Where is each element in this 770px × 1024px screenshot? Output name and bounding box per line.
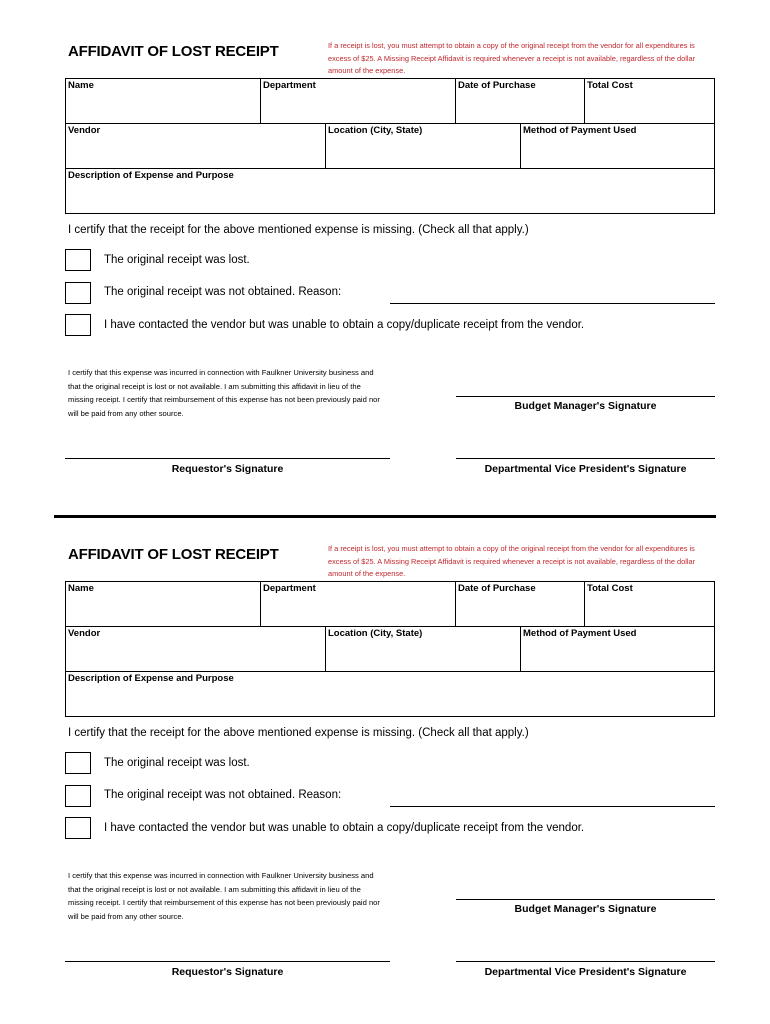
vendor-field[interactable]	[65, 123, 326, 169]
department-field[interactable]	[260, 78, 456, 124]
requestor-signature-line[interactable]	[65, 458, 390, 459]
name-label: Name	[68, 583, 94, 594]
certification-statement: I certify that this expense was incurred in connection with Faulkner University business and that the original receipt is lost or not available. I am submitting this affidavit in lieu of the missing receipt. I certify that reimbursement of this expense has not been previously paid nor will be paid from any other source.	[68, 871, 380, 921]
method-of-payment-field[interactable]	[520, 626, 715, 672]
receipt-lost-label: The original receipt was lost.	[104, 254, 250, 266]
department-label: Department	[263, 583, 316, 594]
requestor-signature-line[interactable]	[65, 961, 390, 962]
vendor-contacted-label: I have contacted the vendor but was unable to obtain a copy/duplicate receipt from the vendor.	[104, 319, 585, 331]
vice-president-signature-line[interactable]	[456, 961, 715, 962]
form-title: AFFIDAVIT OF LOST RECEIPT	[68, 43, 279, 60]
receipt-lost-checkbox[interactable]	[65, 752, 91, 774]
method-of-payment-field[interactable]	[520, 123, 715, 169]
total-cost-label: Total Cost	[587, 583, 633, 594]
date-of-purchase-label: Date of Purchase	[458, 80, 536, 91]
vendor-contacted-label: I have contacted the vendor but was unable to obtain a copy/duplicate receipt from the vendor.	[104, 822, 585, 834]
location-label: Location (City, State)	[328, 628, 423, 639]
description-label: Description of Expense and Purpose	[68, 170, 234, 181]
certification-statement: I certify that this expense was incurred in connection with Faulkner University business and that the original receipt is lost or not available. I am submitting this affidavit in lieu of the missing receipt. I certify that reimbursement of this expense has not been previously paid nor will be paid from any other source.	[68, 368, 380, 418]
total-cost-label: Total Cost	[587, 80, 633, 91]
receipt-not-obtained-checkbox[interactable]	[65, 785, 91, 807]
description-label: Description of Expense and Purpose	[68, 673, 234, 684]
date-of-purchase-field[interactable]	[455, 581, 585, 627]
vendor-label: Vendor	[68, 628, 101, 639]
affidavit-form-1	[0, 0, 770, 480]
description-field[interactable]	[65, 168, 715, 214]
lost-receipt-notice: If a receipt is lost, you must attempt to obtain a copy of the original receipt from the vendor for all expenditures is excess of $25. A Missing Receipt Affidavit is required whenever a receipt is not available, regardless of the dollar amount of the expense.	[328, 41, 696, 75]
receipt-not-obtained-checkbox[interactable]	[65, 282, 91, 304]
method-of-payment-label: Method of Payment Used	[523, 125, 637, 136]
total-cost-field[interactable]	[584, 78, 715, 124]
budget-manager-signature-label: Budget Manager's Signature	[514, 400, 657, 412]
vendor-field[interactable]	[65, 626, 326, 672]
vice-president-signature-label: Departmental Vice President's Signature	[484, 966, 687, 978]
vendor-contacted-checkbox[interactable]	[65, 314, 91, 336]
lost-receipt-notice: If a receipt is lost, you must attempt to obtain a copy of the original receipt from the vendor for all expenditures is excess of $25. A Missing Receipt Affidavit is required whenever a receipt is not available, regardless of the dollar amount of the expense.	[328, 544, 696, 578]
description-field[interactable]	[65, 671, 715, 717]
certify-heading: I certify that the receipt for the above mentioned expense is missing. (Check all that apply.)	[68, 224, 529, 236]
receipt-not-obtained-label: The original receipt was not obtained. Reason:	[104, 286, 342, 298]
department-label: Department	[263, 80, 316, 91]
requestor-signature-label: Requestor's Signature	[171, 463, 284, 475]
vice-president-signature-line[interactable]	[456, 458, 715, 459]
vice-president-signature-label: Departmental Vice President's Signature	[484, 463, 687, 475]
budget-manager-signature-line[interactable]	[456, 396, 715, 397]
name-field[interactable]	[65, 78, 261, 124]
budget-manager-signature-label: Budget Manager's Signature	[514, 903, 657, 915]
location-label: Location (City, State)	[328, 125, 423, 136]
total-cost-field[interactable]	[584, 581, 715, 627]
date-of-purchase-field[interactable]	[455, 78, 585, 124]
receipt-not-obtained-label: The original receipt was not obtained. Reason:	[104, 789, 342, 801]
date-of-purchase-label: Date of Purchase	[458, 583, 536, 594]
department-field[interactable]	[260, 581, 456, 627]
form-title: AFFIDAVIT OF LOST RECEIPT	[68, 546, 279, 563]
receipt-lost-checkbox[interactable]	[65, 249, 91, 271]
affidavit-form-2	[0, 503, 770, 983]
vendor-label: Vendor	[68, 125, 101, 136]
requestor-signature-label: Requestor's Signature	[171, 966, 284, 978]
location-field[interactable]	[325, 123, 521, 169]
reason-input-line[interactable]	[390, 806, 715, 807]
method-of-payment-label: Method of Payment Used	[523, 628, 637, 639]
certify-heading: I certify that the receipt for the above mentioned expense is missing. (Check all that apply.)	[68, 727, 529, 739]
name-label: Name	[68, 80, 94, 91]
budget-manager-signature-line[interactable]	[456, 899, 715, 900]
receipt-lost-label: The original receipt was lost.	[104, 757, 250, 769]
name-field[interactable]	[65, 581, 261, 627]
reason-input-line[interactable]	[390, 303, 715, 304]
location-field[interactable]	[325, 626, 521, 672]
vendor-contacted-checkbox[interactable]	[65, 817, 91, 839]
